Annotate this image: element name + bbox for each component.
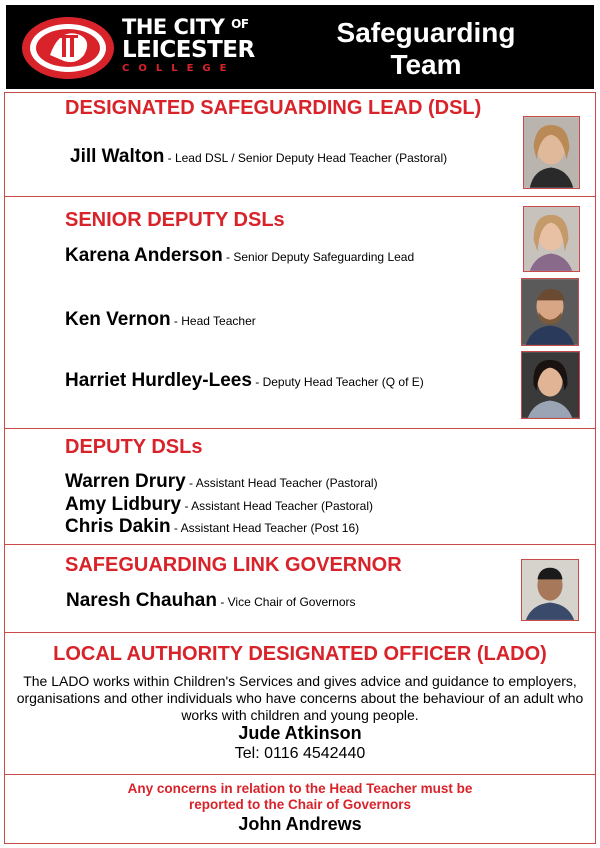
- college-logo-wordmark: THE CITY $^{OF}$ LEICESTER COLLEGE: [122, 15, 255, 74]
- person-role: - Assistant Head Teacher (Pastoral): [185, 476, 378, 490]
- person-name: Amy Lidbury: [65, 494, 182, 515]
- deputy-person: [65, 494, 373, 516]
- section-divider: [4, 196, 596, 197]
- lado-telephone: Tel: 0116 4542440: [234, 745, 366, 762]
- chair-of-governors-name: John Andrews: [238, 814, 362, 834]
- lado-officer-name: Jude Atkinson: [238, 723, 362, 743]
- college-logo-emblem: [20, 15, 116, 81]
- deputy-person: [65, 516, 359, 538]
- senior-deputy-section-title: SENIOR DEPUTY DSLs: [65, 209, 285, 231]
- header-banner: [6, 5, 594, 89]
- person-name: Harriet Hurdley-Lees: [65, 370, 252, 391]
- dsl-person: [70, 146, 447, 168]
- concern-notice-line: reported to the Chair of Governors: [188, 797, 412, 812]
- portrait-photo: [521, 278, 579, 346]
- deputy-person: [65, 471, 378, 493]
- person-role: - Assistant Head Teacher (Pastoral): [181, 499, 373, 513]
- section-divider: [4, 632, 596, 633]
- portrait-photo: [521, 559, 579, 621]
- person-name: Naresh Chauhan: [66, 590, 217, 611]
- portrait-photo: [523, 206, 580, 272]
- senior-deputy-person: [65, 245, 414, 267]
- person-name: Chris Dakin: [65, 516, 171, 537]
- person-name: Karena Anderson: [65, 245, 223, 266]
- person-name: Ken Vernon: [65, 309, 171, 330]
- person-role: - Lead DSL / Senior Deputy Head Teacher (Pastoral): [164, 151, 448, 165]
- deputy-section-title: DEPUTY DSLs: [65, 436, 203, 458]
- person-role: - Vice Chair of Governors: [216, 595, 356, 609]
- concern-notice-line: Any concerns in relation to the Head Teacher must be: [127, 781, 473, 796]
- section-divider: [4, 774, 596, 775]
- section-divider: [4, 428, 596, 429]
- governor-section-title: SAFEGUARDING LINK GOVERNOR: [65, 554, 402, 576]
- lado-description: The LADO works within Children's Services and gives advice and guidance to employers, organisations and other individuals who have concerns about the behaviour of an adult who works with children and young people.: [16, 673, 584, 723]
- portrait-photo: [521, 351, 580, 419]
- person-role: - Head Teacher: [170, 314, 256, 328]
- senior-deputy-person: [65, 309, 256, 331]
- senior-deputy-person: [65, 370, 424, 392]
- person-role: - Senior Deputy Safeguarding Lead: [222, 250, 415, 264]
- person-name: Jill Walton: [70, 146, 165, 167]
- person-name: Warren Drury: [65, 471, 186, 492]
- portrait-photo: [523, 116, 580, 189]
- person-role: - Deputy Head Teacher (Q of E): [251, 375, 424, 389]
- person-role: - Assistant Head Teacher (Post 16): [170, 521, 360, 535]
- section-divider: [4, 544, 596, 545]
- dsl-section-title: DESIGNATED SAFEGUARDING LEAD (DSL): [65, 97, 482, 119]
- governor-person: [66, 590, 355, 612]
- lado-section-title: LOCAL AUTHORITY DESIGNATED OFFICER (LADO): [53, 643, 547, 665]
- page-title: Safeguarding Team: [336, 17, 516, 80]
